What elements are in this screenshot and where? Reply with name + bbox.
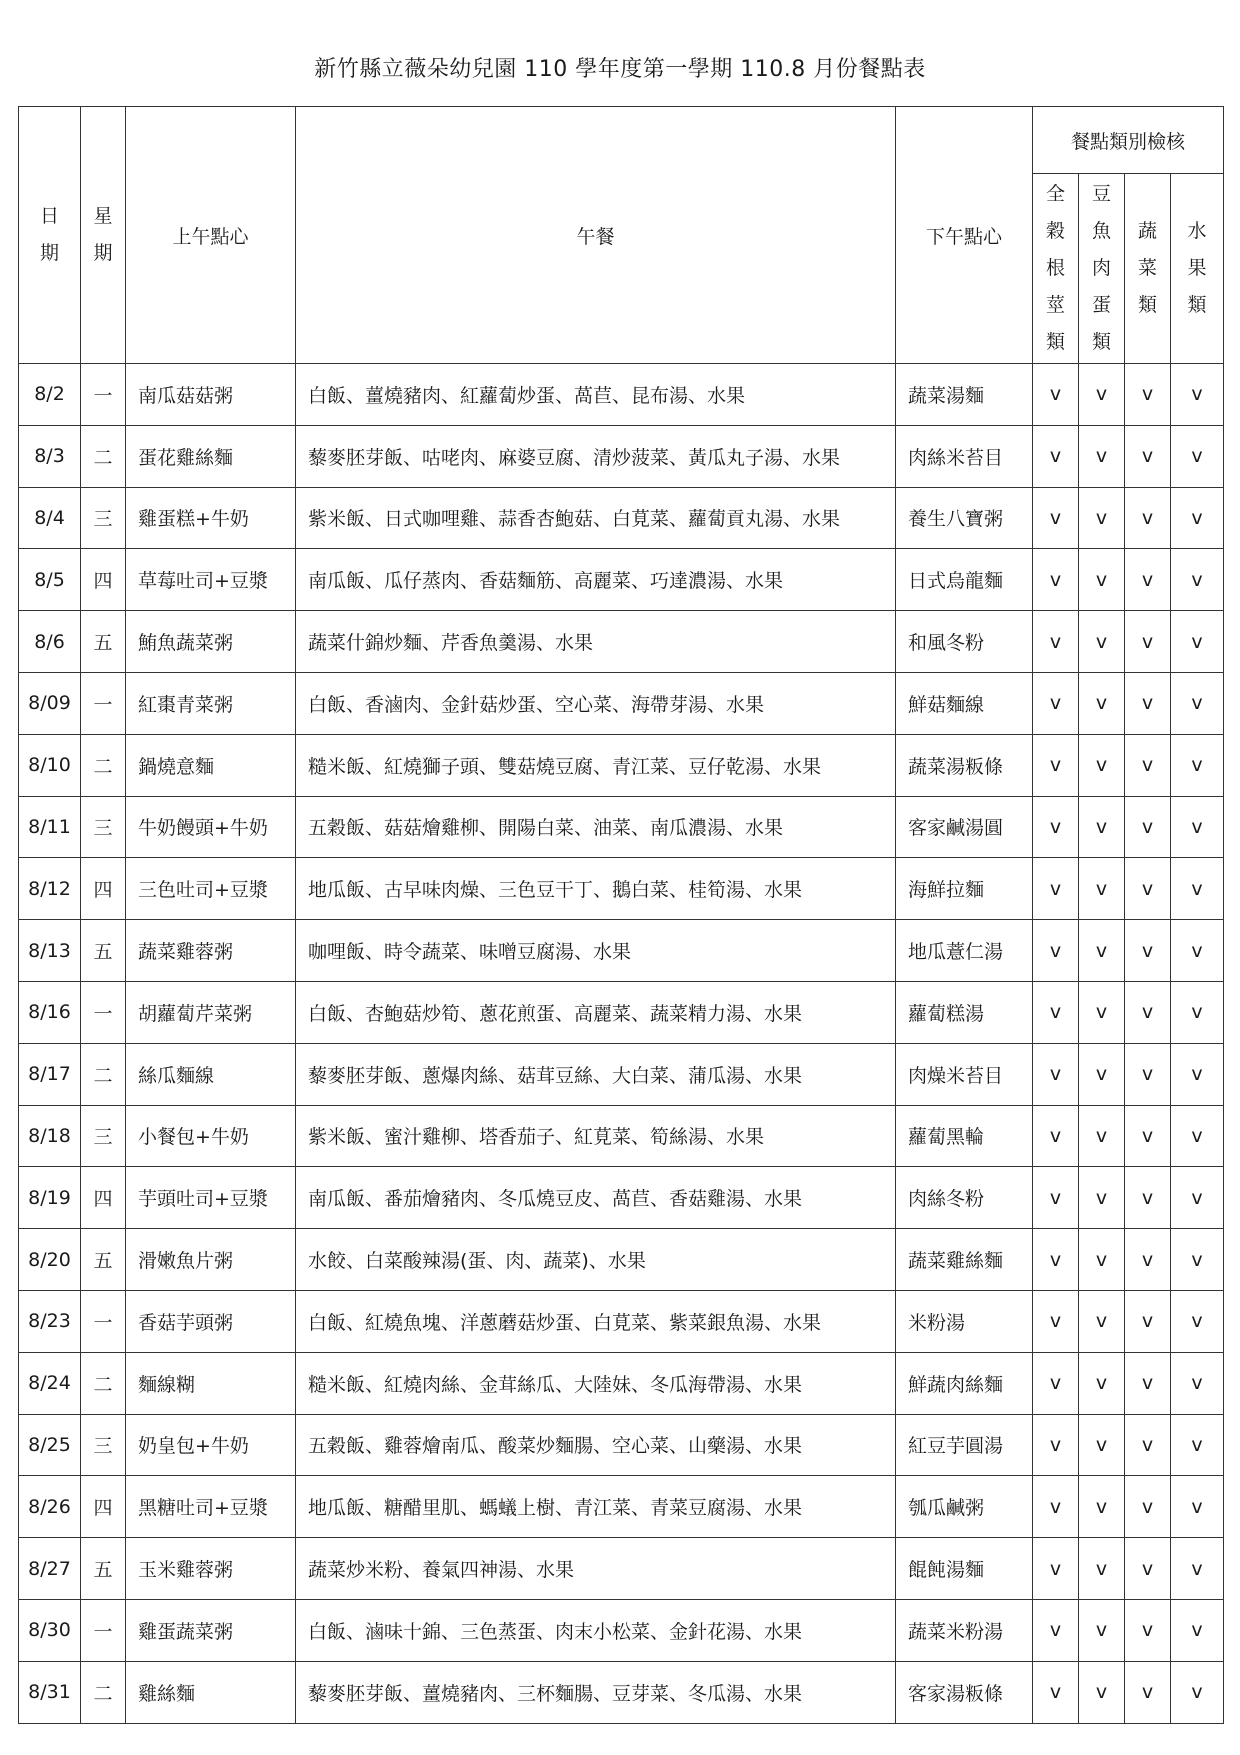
row-afternoon-snack: 肉燥米苔目 xyxy=(896,1043,1033,1105)
row-check-mark: v xyxy=(1079,1352,1125,1414)
row-check-mark: v xyxy=(1171,1538,1224,1600)
row-check-mark: v xyxy=(1171,1414,1224,1476)
row-lunch: 藜麥胚芽飯、薑燒豬肉、三杯麵腸、豆芽菜、冬瓜湯、水果 xyxy=(296,1661,896,1723)
row-weekday: 二 xyxy=(81,1043,126,1105)
header-check-group: 餐點類別檢核 xyxy=(1033,107,1224,174)
row-check-mark: v xyxy=(1033,796,1079,858)
row-check-mark: v xyxy=(1125,1229,1171,1291)
row-check-mark: v xyxy=(1125,364,1171,426)
row-weekday: 四 xyxy=(81,858,126,920)
row-morning-snack: 玉米雞蓉粥 xyxy=(126,1538,296,1600)
table-row xyxy=(19,1352,1224,1414)
row-lunch: 白飯、杏鮑菇炒筍、蔥花煎蛋、高麗菜、蔬菜精力湯、水果 xyxy=(296,981,896,1043)
row-weekday: 四 xyxy=(81,1476,126,1538)
row-check-mark: v xyxy=(1033,672,1079,734)
row-date: 8/5 xyxy=(19,549,81,611)
row-afternoon-snack: 蔬菜雞絲麵 xyxy=(896,1229,1033,1291)
row-date: 8/25 xyxy=(19,1414,81,1476)
row-morning-snack: 絲瓜麵線 xyxy=(126,1043,296,1105)
row-lunch: 糙米飯、紅燒獅子頭、雙菇燒豆腐、青江菜、豆仔乾湯、水果 xyxy=(296,734,896,796)
meal-table xyxy=(18,106,1224,1724)
row-check-mark: v xyxy=(1033,1661,1079,1723)
row-check-mark: v xyxy=(1079,796,1125,858)
header-afternoon-snack: 下午點心 xyxy=(896,107,1033,364)
row-check-mark: v xyxy=(1033,1538,1079,1600)
row-check-mark: v xyxy=(1033,1352,1079,1414)
row-check-mark: v xyxy=(1171,796,1224,858)
row-check-mark: v xyxy=(1079,1414,1125,1476)
row-weekday: 三 xyxy=(81,1105,126,1167)
row-weekday: 一 xyxy=(81,672,126,734)
table-row xyxy=(19,858,1224,920)
row-lunch: 紫米飯、蜜汁雞柳、塔香茄子、紅莧菜、筍絲湯、水果 xyxy=(296,1105,896,1167)
row-check-mark: v xyxy=(1079,1229,1125,1291)
row-check-mark: v xyxy=(1171,672,1224,734)
row-check-mark: v xyxy=(1171,549,1224,611)
row-lunch: 南瓜飯、瓜仔蒸肉、香菇麵筋、高麗菜、巧達濃湯、水果 xyxy=(296,549,896,611)
row-check-mark: v xyxy=(1171,858,1224,920)
row-afternoon-snack: 蔬菜湯粄條 xyxy=(896,734,1033,796)
row-check-mark: v xyxy=(1125,1352,1171,1414)
row-lunch: 白飯、薑燒豬肉、紅蘿蔔炒蛋、萵苣、昆布湯、水果 xyxy=(296,364,896,426)
row-check-mark: v xyxy=(1171,364,1224,426)
row-afternoon-snack: 蘿蔔糕湯 xyxy=(896,981,1033,1043)
row-morning-snack: 芋頭吐司+豆漿 xyxy=(126,1167,296,1229)
row-check-mark: v xyxy=(1079,981,1125,1043)
table-row xyxy=(19,1414,1224,1476)
row-morning-snack: 蔬菜雞蓉粥 xyxy=(126,920,296,982)
row-date: 8/20 xyxy=(19,1229,81,1291)
row-check-mark: v xyxy=(1079,425,1125,487)
row-check-mark: v xyxy=(1125,611,1171,673)
header-weekday: 星 期 xyxy=(81,107,126,364)
row-check-mark: v xyxy=(1125,1167,1171,1229)
row-check-mark: v xyxy=(1033,981,1079,1043)
row-afternoon-snack: 和風冬粉 xyxy=(896,611,1033,673)
row-lunch: 白飯、香滷肉、金針菇炒蛋、空心菜、海帶芽湯、水果 xyxy=(296,672,896,734)
table-row xyxy=(19,364,1224,426)
row-check-mark: v xyxy=(1125,1538,1171,1600)
page-title: 新竹縣立薇朵幼兒園 110 學年度第一學期 110.8 月份餐點表 xyxy=(314,57,926,82)
table-row xyxy=(19,1043,1224,1105)
header-check-fruit: 水 果 類 xyxy=(1171,174,1224,364)
row-date: 8/17 xyxy=(19,1043,81,1105)
row-morning-snack: 南瓜菇菇粥 xyxy=(126,364,296,426)
row-check-mark: v xyxy=(1033,611,1079,673)
row-check-mark: v xyxy=(1033,920,1079,982)
row-check-mark: v xyxy=(1079,1167,1125,1229)
row-check-mark: v xyxy=(1079,920,1125,982)
row-check-mark: v xyxy=(1171,1043,1224,1105)
row-check-mark: v xyxy=(1079,611,1125,673)
row-afternoon-snack: 瓠瓜鹹粥 xyxy=(896,1476,1033,1538)
row-morning-snack: 鍋燒意麵 xyxy=(126,734,296,796)
row-lunch: 蔬菜炒米粉、養氣四神湯、水果 xyxy=(296,1538,896,1600)
row-lunch: 糙米飯、紅燒肉絲、金茸絲瓜、大陸妹、冬瓜海帶湯、水果 xyxy=(296,1352,896,1414)
row-check-mark: v xyxy=(1125,981,1171,1043)
row-weekday: 一 xyxy=(81,981,126,1043)
row-afternoon-snack: 餛飩湯麵 xyxy=(896,1538,1033,1600)
table-row xyxy=(19,1167,1224,1229)
row-lunch: 水餃、白菜酸辣湯(蛋、肉、蔬菜)、水果 xyxy=(296,1229,896,1291)
row-check-mark: v xyxy=(1171,1476,1224,1538)
table-row xyxy=(19,920,1224,982)
row-check-mark: v xyxy=(1171,1229,1224,1291)
row-morning-snack: 紅棗青菜粥 xyxy=(126,672,296,734)
row-check-mark: v xyxy=(1171,981,1224,1043)
row-check-mark: v xyxy=(1079,858,1125,920)
row-morning-snack: 麵線糊 xyxy=(126,1352,296,1414)
table-row xyxy=(19,425,1224,487)
header-date: 日 期 xyxy=(19,107,81,364)
row-morning-snack: 牛奶饅頭+牛奶 xyxy=(126,796,296,858)
table-row xyxy=(19,549,1224,611)
row-check-mark: v xyxy=(1079,1538,1125,1600)
row-check-mark: v xyxy=(1171,611,1224,673)
header-check-protein: 豆 魚 肉 蛋 類 xyxy=(1079,174,1125,364)
row-morning-snack: 香菇芋頭粥 xyxy=(126,1290,296,1352)
row-afternoon-snack: 客家湯粄條 xyxy=(896,1661,1033,1723)
row-afternoon-snack: 蘿蔔黑輪 xyxy=(896,1105,1033,1167)
row-check-mark: v xyxy=(1079,1476,1125,1538)
row-check-mark: v xyxy=(1033,1105,1079,1167)
row-afternoon-snack: 養生八寶粥 xyxy=(896,487,1033,549)
table-row xyxy=(19,487,1224,549)
row-lunch: 紫米飯、日式咖哩雞、蒜香杏鮑菇、白莧菜、蘿蔔貢丸湯、水果 xyxy=(296,487,896,549)
header-morning-snack: 上午點心 xyxy=(126,107,296,364)
row-morning-snack: 雞絲麵 xyxy=(126,1661,296,1723)
row-date: 8/10 xyxy=(19,734,81,796)
row-date: 8/11 xyxy=(19,796,81,858)
row-date: 8/27 xyxy=(19,1538,81,1600)
row-check-mark: v xyxy=(1171,1661,1224,1723)
row-weekday: 一 xyxy=(81,364,126,426)
row-check-mark: v xyxy=(1171,1167,1224,1229)
row-check-mark: v xyxy=(1125,734,1171,796)
row-check-mark: v xyxy=(1033,858,1079,920)
row-check-mark: v xyxy=(1033,1414,1079,1476)
row-lunch: 地瓜飯、糖醋里肌、螞蟻上樹、青江菜、青菜豆腐湯、水果 xyxy=(296,1476,896,1538)
row-check-mark: v xyxy=(1079,364,1125,426)
row-check-mark: v xyxy=(1033,1229,1079,1291)
row-afternoon-snack: 海鮮拉麵 xyxy=(896,858,1033,920)
row-weekday: 二 xyxy=(81,1661,126,1723)
table-row xyxy=(19,1476,1224,1538)
row-check-mark: v xyxy=(1125,1105,1171,1167)
meal-rows xyxy=(19,364,1224,1724)
row-date: 8/18 xyxy=(19,1105,81,1167)
row-date: 8/19 xyxy=(19,1167,81,1229)
row-afternoon-snack: 鮮菇麵線 xyxy=(896,672,1033,734)
row-afternoon-snack: 米粉湯 xyxy=(896,1290,1033,1352)
row-weekday: 五 xyxy=(81,611,126,673)
row-check-mark: v xyxy=(1079,672,1125,734)
row-weekday: 五 xyxy=(81,920,126,982)
row-date: 8/2 xyxy=(19,364,81,426)
row-date: 8/6 xyxy=(19,611,81,673)
row-weekday: 三 xyxy=(81,796,126,858)
row-check-mark: v xyxy=(1033,364,1079,426)
row-check-mark: v xyxy=(1125,487,1171,549)
row-morning-snack: 小餐包+牛奶 xyxy=(126,1105,296,1167)
row-afternoon-snack: 肉絲米苔目 xyxy=(896,425,1033,487)
row-check-mark: v xyxy=(1125,1414,1171,1476)
row-date: 8/30 xyxy=(19,1599,81,1661)
row-lunch: 蔬菜什錦炒麵、芹香魚羹湯、水果 xyxy=(296,611,896,673)
row-lunch: 咖哩飯、時令蔬菜、味噌豆腐湯、水果 xyxy=(296,920,896,982)
row-morning-snack: 三色吐司+豆漿 xyxy=(126,858,296,920)
row-date: 8/09 xyxy=(19,672,81,734)
row-check-mark: v xyxy=(1033,1290,1079,1352)
row-check-mark: v xyxy=(1125,1476,1171,1538)
row-check-mark: v xyxy=(1033,1167,1079,1229)
row-weekday: 四 xyxy=(81,1167,126,1229)
row-check-mark: v xyxy=(1079,487,1125,549)
row-date: 8/24 xyxy=(19,1352,81,1414)
row-check-mark: v xyxy=(1033,1476,1079,1538)
row-date: 8/26 xyxy=(19,1476,81,1538)
row-check-mark: v xyxy=(1171,487,1224,549)
row-afternoon-snack: 肉絲冬粉 xyxy=(896,1167,1033,1229)
row-check-mark: v xyxy=(1079,1043,1125,1105)
row-weekday: 三 xyxy=(81,487,126,549)
row-check-mark: v xyxy=(1171,1105,1224,1167)
row-lunch: 五穀飯、雞蓉燴南瓜、酸菜炒麵腸、空心菜、山藥湯、水果 xyxy=(296,1414,896,1476)
row-check-mark: v xyxy=(1033,1599,1079,1661)
row-check-mark: v xyxy=(1079,1105,1125,1167)
row-check-mark: v xyxy=(1125,672,1171,734)
row-weekday: 四 xyxy=(81,549,126,611)
row-morning-snack: 鮪魚蔬菜粥 xyxy=(126,611,296,673)
row-morning-snack: 蛋花雞絲麵 xyxy=(126,425,296,487)
row-morning-snack: 黑糖吐司+豆漿 xyxy=(126,1476,296,1538)
row-weekday: 五 xyxy=(81,1538,126,1600)
row-afternoon-snack: 地瓜薏仁湯 xyxy=(896,920,1033,982)
row-check-mark: v xyxy=(1125,796,1171,858)
row-date: 8/16 xyxy=(19,981,81,1043)
row-lunch: 南瓜飯、番茄燴豬肉、冬瓜燒豆皮、萵苣、香菇雞湯、水果 xyxy=(296,1167,896,1229)
table-row xyxy=(19,981,1224,1043)
row-morning-snack: 胡蘿蔔芹菜粥 xyxy=(126,981,296,1043)
row-check-mark: v xyxy=(1033,487,1079,549)
row-check-mark: v xyxy=(1171,1599,1224,1661)
row-check-mark: v xyxy=(1125,858,1171,920)
row-date: 8/12 xyxy=(19,858,81,920)
row-check-mark: v xyxy=(1079,734,1125,796)
row-check-mark: v xyxy=(1125,920,1171,982)
row-check-mark: v xyxy=(1125,425,1171,487)
row-afternoon-snack: 蔬菜湯麵 xyxy=(896,364,1033,426)
table-row xyxy=(19,1599,1224,1661)
row-morning-snack: 草莓吐司+豆漿 xyxy=(126,549,296,611)
row-check-mark: v xyxy=(1033,1043,1079,1105)
row-weekday: 一 xyxy=(81,1599,126,1661)
row-lunch: 藜麥胚芽飯、蔥爆肉絲、菇茸豆絲、大白菜、蒲瓜湯、水果 xyxy=(296,1043,896,1105)
row-check-mark: v xyxy=(1171,1290,1224,1352)
row-check-mark: v xyxy=(1125,1290,1171,1352)
row-date: 8/3 xyxy=(19,425,81,487)
row-check-mark: v xyxy=(1033,549,1079,611)
row-check-mark: v xyxy=(1125,1599,1171,1661)
table-row xyxy=(19,611,1224,673)
row-check-mark: v xyxy=(1125,1043,1171,1105)
table-row xyxy=(19,1290,1224,1352)
row-afternoon-snack: 紅豆芋圓湯 xyxy=(896,1414,1033,1476)
row-lunch: 五穀飯、菇菇燴雞柳、開陽白菜、油菜、南瓜濃湯、水果 xyxy=(296,796,896,858)
row-check-mark: v xyxy=(1125,1661,1171,1723)
row-lunch: 藜麥胚芽飯、咕咾肉、麻婆豆腐、清炒菠菜、黃瓜丸子湯、水果 xyxy=(296,425,896,487)
table-row xyxy=(19,1229,1224,1291)
row-check-mark: v xyxy=(1171,920,1224,982)
row-check-mark: v xyxy=(1171,425,1224,487)
row-date: 8/23 xyxy=(19,1290,81,1352)
row-afternoon-snack: 客家鹹湯圓 xyxy=(896,796,1033,858)
row-afternoon-snack: 鮮蔬肉絲麵 xyxy=(896,1352,1033,1414)
table-row xyxy=(19,1105,1224,1167)
row-weekday: 二 xyxy=(81,1352,126,1414)
row-lunch: 白飯、滷味十錦、三色蒸蛋、肉末小松菜、金針花湯、水果 xyxy=(296,1599,896,1661)
row-check-mark: v xyxy=(1033,425,1079,487)
row-check-mark: v xyxy=(1079,1599,1125,1661)
row-date: 8/13 xyxy=(19,920,81,982)
row-check-mark: v xyxy=(1079,1661,1125,1723)
header-check-grains: 全 穀 根 莖 類 xyxy=(1033,174,1079,364)
row-lunch: 地瓜飯、古早味肉燥、三色豆干丁、鵝白菜、桂筍湯、水果 xyxy=(296,858,896,920)
row-check-mark: v xyxy=(1171,1352,1224,1414)
table-row xyxy=(19,1661,1224,1723)
header-lunch: 午餐 xyxy=(296,107,896,364)
table-row xyxy=(19,1538,1224,1600)
row-afternoon-snack: 日式烏龍麵 xyxy=(896,549,1033,611)
table-row xyxy=(19,796,1224,858)
row-morning-snack: 滑嫩魚片粥 xyxy=(126,1229,296,1291)
row-weekday: 二 xyxy=(81,734,126,796)
table-row xyxy=(19,672,1224,734)
row-check-mark: v xyxy=(1033,734,1079,796)
row-weekday: 三 xyxy=(81,1414,126,1476)
table-row xyxy=(19,734,1224,796)
row-check-mark: v xyxy=(1125,549,1171,611)
row-weekday: 五 xyxy=(81,1229,126,1291)
row-lunch: 白飯、紅燒魚塊、洋蔥蘑菇炒蛋、白莧菜、紫菜銀魚湯、水果 xyxy=(296,1290,896,1352)
row-weekday: 二 xyxy=(81,425,126,487)
row-check-mark: v xyxy=(1171,734,1224,796)
row-morning-snack: 奶皇包+牛奶 xyxy=(126,1414,296,1476)
header-check-vegetable: 蔬 菜 類 xyxy=(1125,174,1171,364)
row-check-mark: v xyxy=(1079,549,1125,611)
row-check-mark: v xyxy=(1079,1290,1125,1352)
row-morning-snack: 雞蛋糕+牛奶 xyxy=(126,487,296,549)
row-afternoon-snack: 蔬菜米粉湯 xyxy=(896,1599,1033,1661)
row-weekday: 一 xyxy=(81,1290,126,1352)
row-date: 8/31 xyxy=(19,1661,81,1723)
row-date: 8/4 xyxy=(19,487,81,549)
row-morning-snack: 雞蛋蔬菜粥 xyxy=(126,1599,296,1661)
